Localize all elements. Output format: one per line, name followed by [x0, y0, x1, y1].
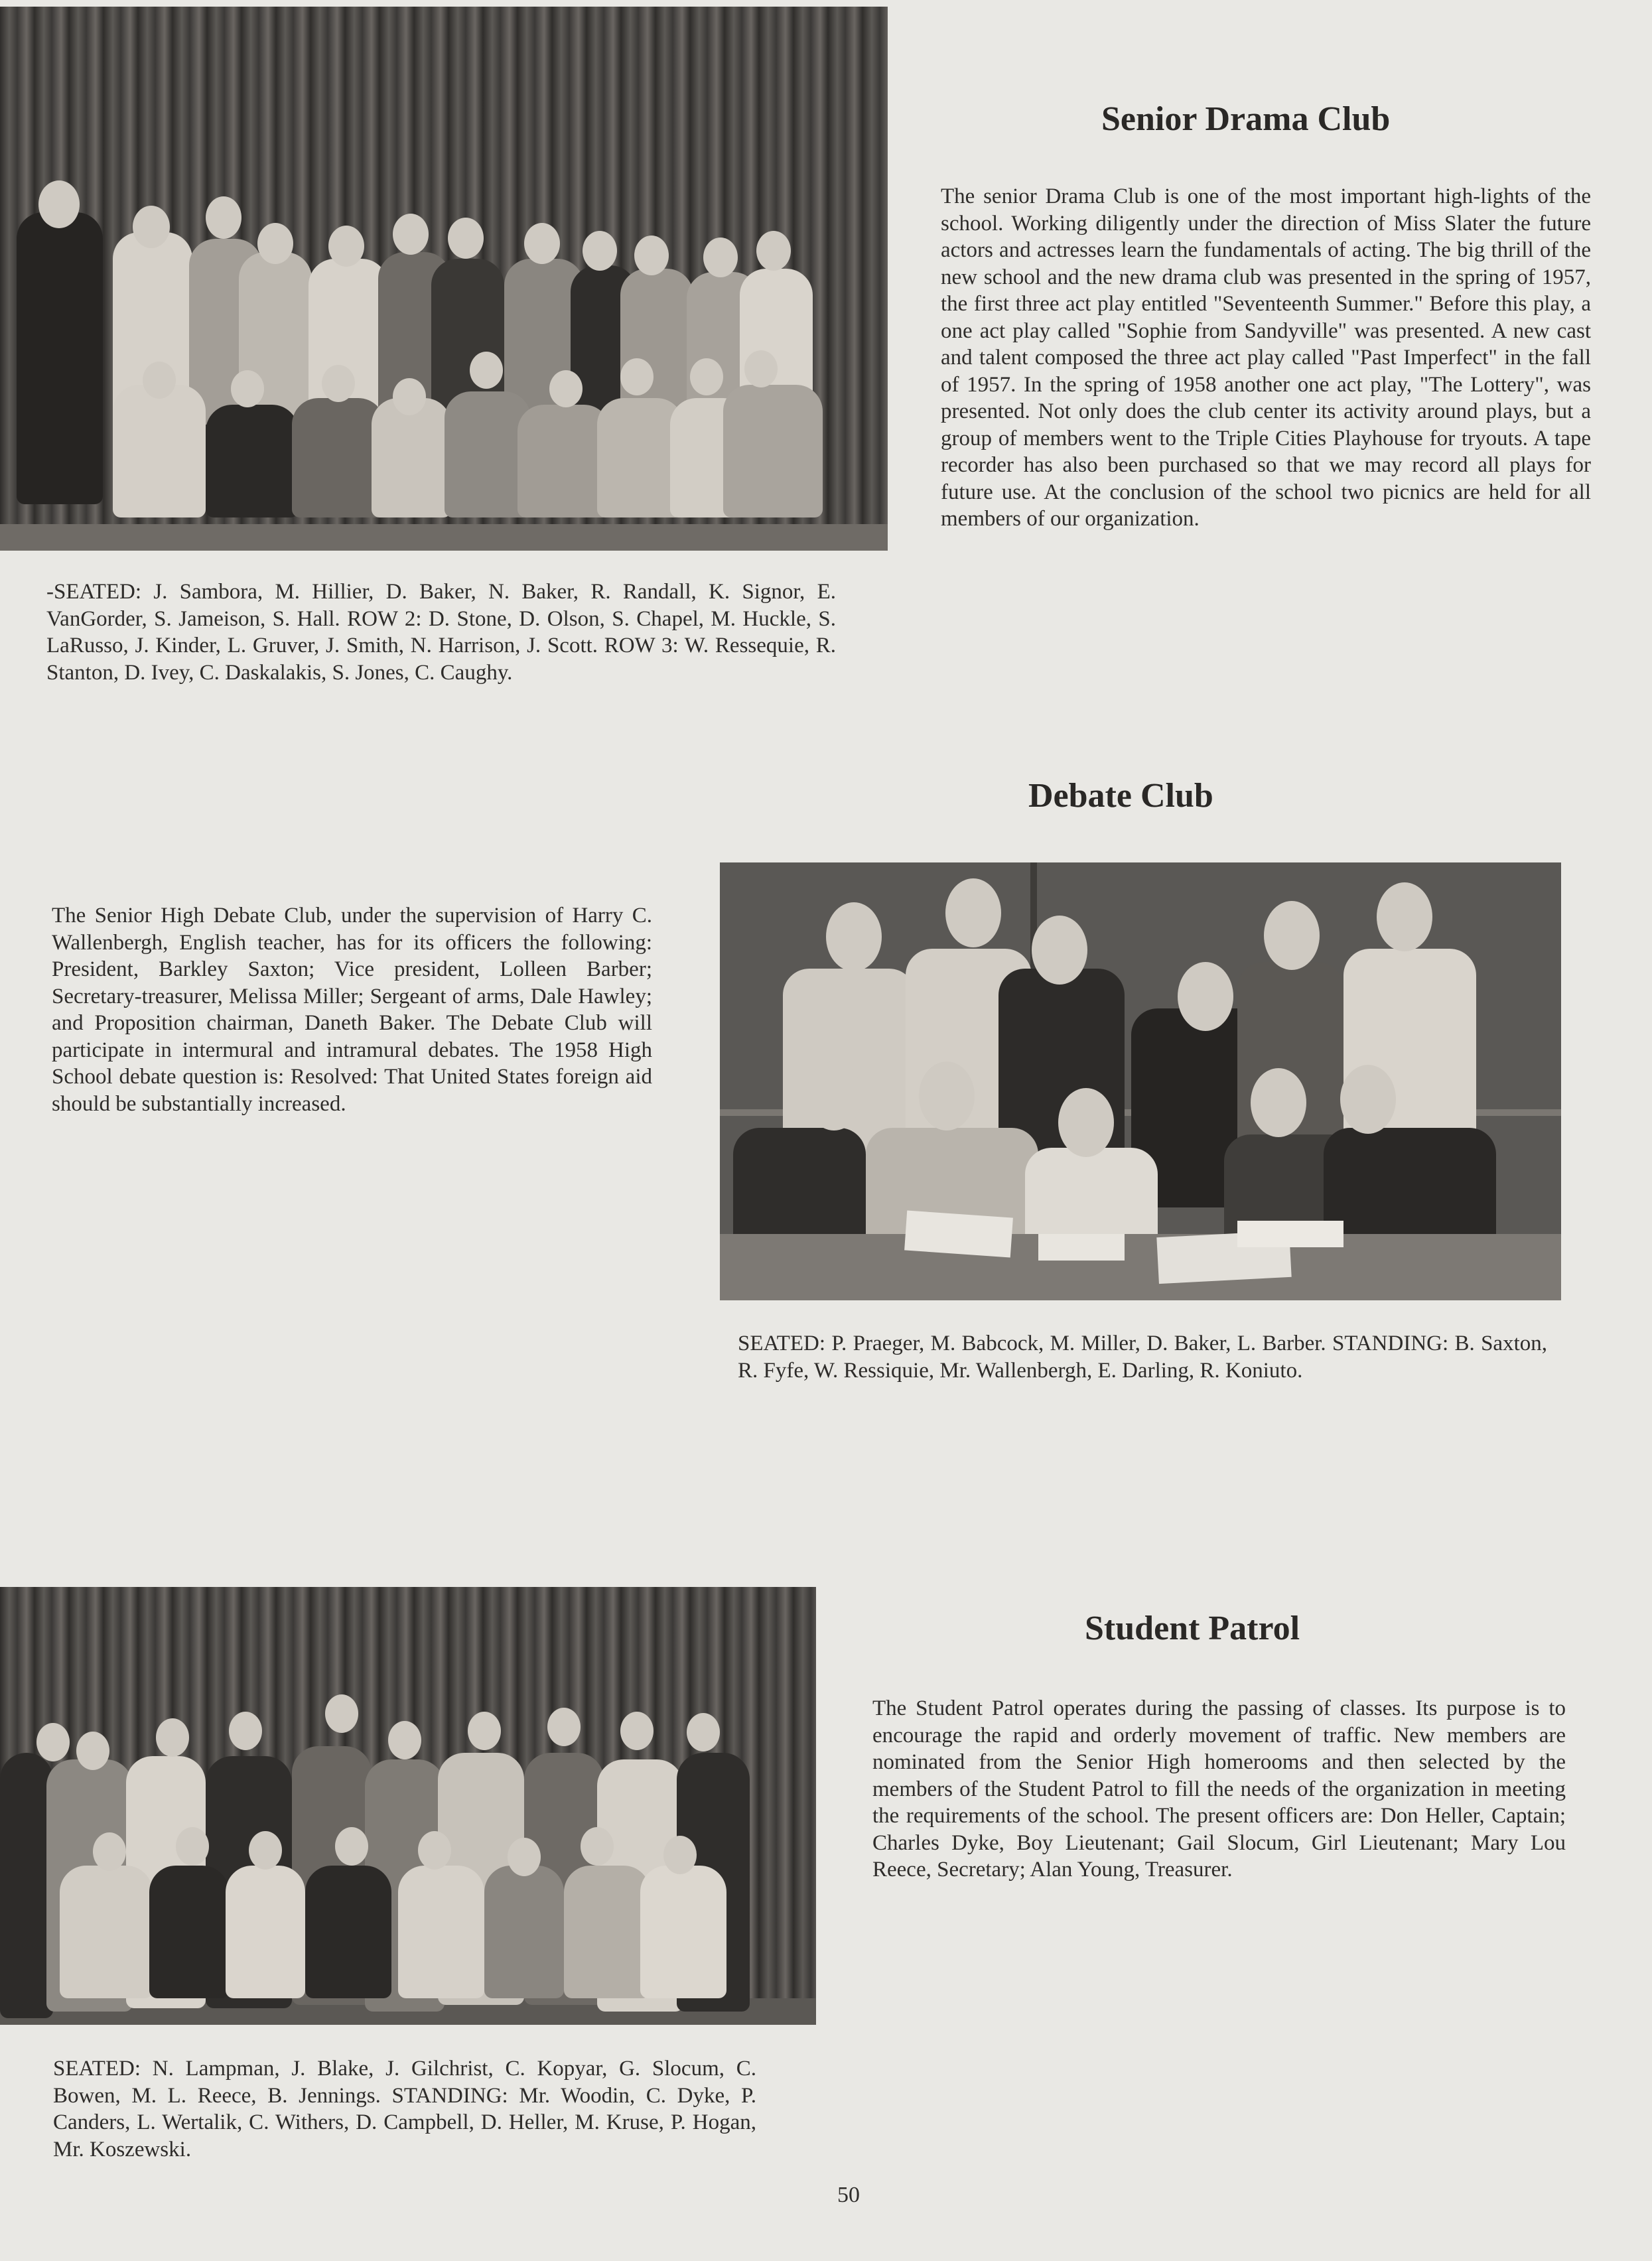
drama-club-description: The senior Drama Club is one of the most important high-lights of the school. Working diligently under the direction of Miss Slater the future actors and actresses learn the fundamentals of acting. The big thrill of the new school and the new drama club was presented in the spring of 1957, the first three act play entitled "Seventeenth Summer." Before this play, a one act play called "Sophie from Sandyville" was presented. A new cast and talent composed the three act play called "Past Imperfect" in the fall of 1957. In the spring of 1958 another one act play, "The Lottery", was presented. Not only does the club center its activity around plays, but a group of members went to the Triple Cities Playhouse for tryouts. A tape recorder has also been purchased so that we may record all plays for future use. At the conclusion of the school two picnics are held for all members of our organization. — [941, 184, 1591, 531]
debate-club-title: Debate Club — [1028, 777, 1213, 815]
drama-club-title: Senior Drama Club — [1101, 100, 1391, 138]
drama-club-photo — [0, 7, 888, 551]
debate-club-description: The Senior High Debate Club, under the supervision of Harry C. Wallenbergh, English teacher, has for its officers the following: President, Barkley Saxton; Vice president, Lolleen Barber; Secretary-treasurer, Melissa Miller; Sergeant of arms, Dale Hawley; and Proposition chairman, Daneth Baker. The Debate Club will participate in intermural and intramural debates. The 1958 High School debate question is: Resolved: That United States foreign aid should be substantially increased. — [52, 904, 652, 1116]
page-number: 50 — [837, 2183, 860, 2207]
student-patrol-photo — [0, 1587, 816, 2025]
student-patrol-title: Student Patrol — [1085, 1610, 1300, 1647]
student-patrol-description: The Student Patrol operates during the passing of classes. Its purpose is to encourage the rapid and orderly movement of traffic. New members are nominated from the Senior High homerooms and then selected by the members of the Student Patrol to fill the needs of the organization in meeting the requirements of the school. The present officers are: Don Heller, Captain; Charles Dyke, Boy Lieutenant; Gail Slocum, Girl Lieutenant; Mary Lou Reece, Secretary; Alan Young, Treasurer. — [872, 1696, 1566, 1882]
drama-club-caption: -SEATED: J. Sambora, M. Hillier, D. Baker, N. Baker, R. Randall, K. Signor, E. VanGorder, S. Jameison, S. Hall. ROW 2: D. Stone, D. Olson, S. Chapel, M. Huckle, S. LaRusso, J. Kinder, L. Gruver, J. Smith, N. Harrison, J. Scott. ROW 3: W. Ressequie, R. Stanton, D. Ivey, C. Daskalakis, S. Jones, C. Caughy. — [46, 580, 836, 685]
debate-club-photo — [720, 862, 1561, 1300]
debate-club-caption: SEATED: P. Praeger, M. Babcock, M. Miller, D. Baker, L. Barber. STANDING: B. Saxton, R. Fyfe, W. Ressiquie, Mr. Wallenbergh, E. Darling, R. Koniuto. — [738, 1332, 1547, 1383]
student-patrol-caption: SEATED: N. Lampman, J. Blake, J. Gilchrist, C. Kopyar, G. Slocum, C. Bowen, M. L. Reece, B. Jennings. STANDING: Mr. Woodin, C. Dyke, P. Canders, L. Wertalik, C. Withers, D. Campbell, D. Heller, M. Kruse, P. Hogan, Mr. Koszewski. — [53, 2057, 756, 2161]
